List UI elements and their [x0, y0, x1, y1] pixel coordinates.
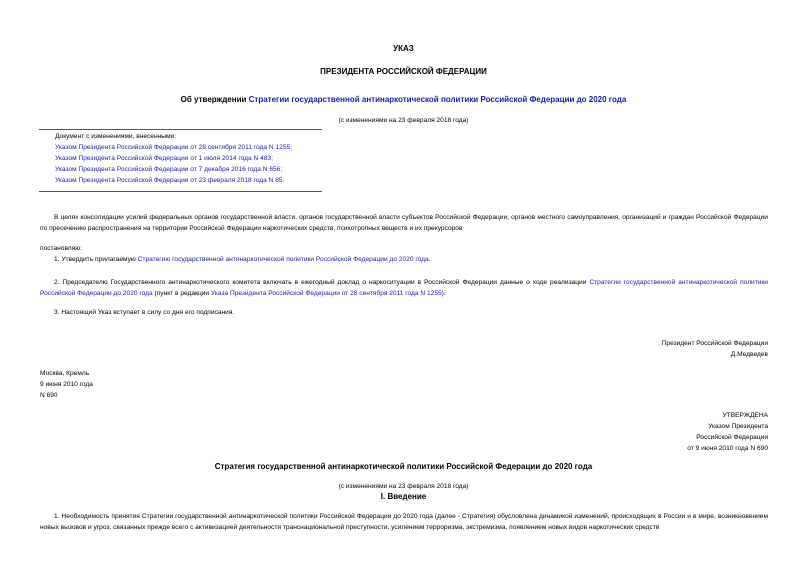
change-link-2011[interactable]: Указом Президента Российской Федерации от 28 сентября 2011 года N 1255;	[55, 144, 293, 151]
decree-issuer: ПРЕЗИДЕНТА РОССИЙСКОЙ ФЕДЕРАЦИИ	[320, 67, 487, 76]
section-heading: I. Введение	[380, 492, 427, 501]
change-link-2018[interactable]: Указом Президента Российской Федерации от 23 февраля 2018 года N 85.	[55, 177, 285, 184]
preamble-paragraph: В целях консолидации усилий федеральных органов государственной власти, органов государственной власти субъектов Российской Федерации, органов местного самоуправления, организаций и граждан Российской Федерации по пресечению распространения на территории Российской Федерации наркотических средств, психотропных веществ и их прекурсоров	[40, 214, 768, 232]
amendment-note: (с изменениями на 23 февраля 2018 года)	[338, 117, 469, 124]
approval-line-1: УТВЕРЖДЕНА	[722, 412, 768, 419]
clause-2-suffix: ).	[441, 290, 446, 297]
clause-2-prefix: 2. Председателю Государственного антинаркотического комитета включать в ежегодный доклад о наркоситуации в Российской Федерации данные о ходе реализации	[54, 279, 590, 286]
changes-box-top-rule	[39, 129, 322, 130]
clause-2-mid: (пункт в редакции	[152, 290, 211, 297]
clause-2-decree-link[interactable]: Указа Президента Российской Федерации от 28 сентября 2011 года N 1255	[210, 290, 442, 297]
changes-intro: Документ с изменениями, внесенными:	[55, 133, 177, 140]
strategy-paragraph-1: 1. Необходимость принятия Стратегии государственной антинаркотической политики Российской Федерации до 2020 года (далее - Стратегия) обусловлена динамикой изменений, происходящих в России и в мире, возникновением новых вызовов и угроз, связанных прежде всего с активизацией деятельности транснациональной преступности, усилением терроризма, экстремизма, появлением новых видов наркотических средств	[40, 513, 768, 531]
change-link-2014[interactable]: Указом Президента Российской Федерации от 1 июля 2014 года N 483;	[55, 155, 273, 162]
decree-number: N 690	[40, 392, 58, 399]
approval-line-2: Указом Президента	[708, 423, 768, 430]
strategy-title: Стратегия государственной антинаркотической политики Российской Федерации до 2020 года	[214, 462, 593, 471]
clause-1-prefix: 1. Утвердить прилагаемую	[54, 256, 138, 263]
clause-1-strategy-link[interactable]: Стратегию государственной антинаркотической политики Российской Федерации до 2020 года	[137, 256, 429, 263]
clause-2-strategy-link[interactable]: Стратегии государственной антинаркотической политики Российской Федерации до 2020 года	[40, 279, 768, 297]
strategy-link[interactable]: Стратегии государственной антинаркотической политики Российской Федерации до 2020 года	[248, 95, 627, 104]
signature-position: Президент Российской Федерации	[661, 340, 768, 347]
signing-place: Москва, Кремль	[40, 370, 90, 377]
clause-1	[54, 256, 430, 263]
approval-line-3: Российской Федерации	[696, 434, 768, 441]
clause-2	[40, 277, 768, 299]
signing-date: 9 июня 2010 года	[40, 381, 93, 388]
change-link-2016[interactable]: Указом Президента Российской Федерации от 7 декабря 2016 года N 656;	[55, 166, 283, 173]
signature-name: Д.Медведев	[730, 351, 768, 358]
decree-word: постановляю:	[40, 245, 83, 252]
clause-3: 3. Настоящий Указ вступает в силу со дня его подписания.	[54, 309, 235, 316]
approval-line-4: от 9 июня 2010 года N 690	[687, 445, 768, 452]
decree-subject	[0, 95, 807, 104]
clause-1-suffix: .	[428, 256, 431, 263]
strategy-amendment-note: (с изменениями на 23 февраля 2018 года)	[338, 483, 469, 490]
decree-subject-prefix: Об утверждении	[180, 95, 249, 104]
changes-box-bottom-rule	[39, 191, 322, 192]
decree-title: УКАЗ	[393, 44, 414, 53]
